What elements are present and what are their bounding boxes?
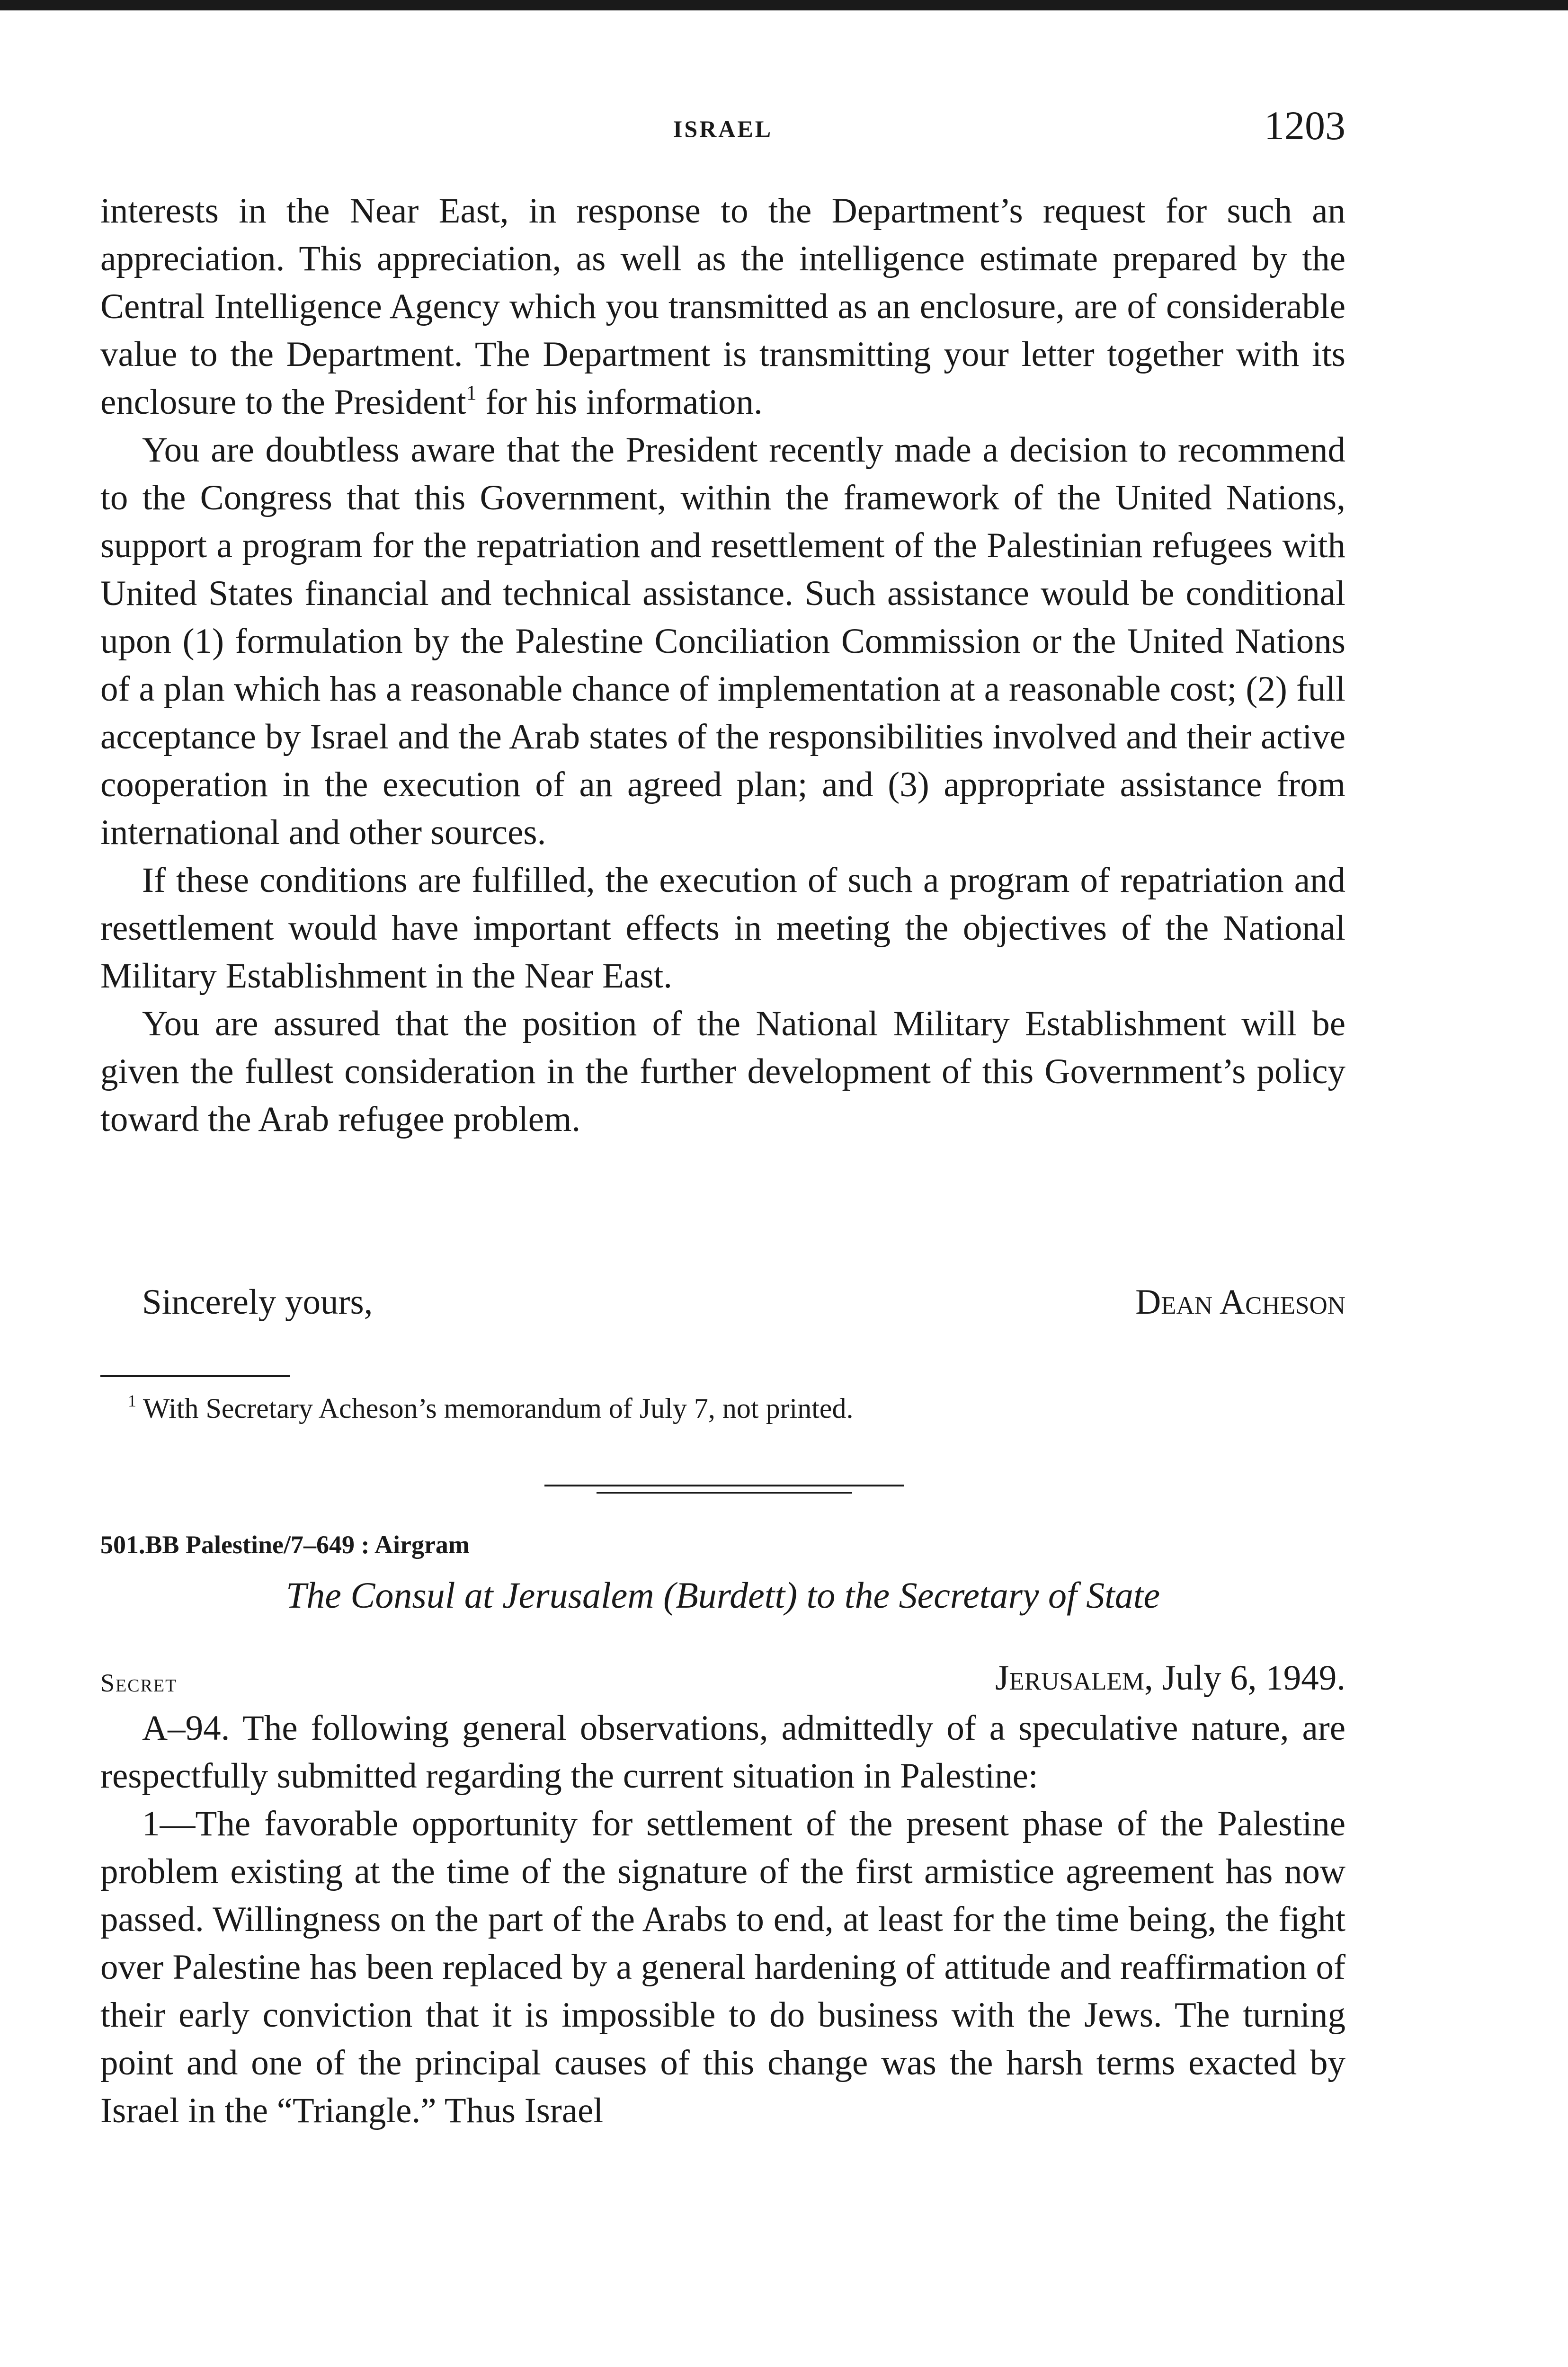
divider-line: [597, 1492, 852, 1494]
dateline: [100, 1655, 1345, 1702]
place-date: [995, 1655, 1345, 1702]
airgram-paragraph-2: 1—The favorable opportunity for settlement of the present phase of the Palestine problem existing at the time of the signature of the first armistice agreement has now passed. Willingness on the part of the Arabs to end, at least for the time being, the fight over Palestine has been replaced by a general hardening of attitude and reaffirmation of their early conviction that it is impossible to do business with the Jews. The turning point and one of the principal causes of this change was the harsh terms exacted by Israel in the “Triangle.” Thus Israel: [100, 1804, 1345, 2130]
page-number: 1203: [1264, 103, 1345, 148]
document-title: The Consul at Jerusalem (Burdett) to the Secretary of State: [285, 1575, 1160, 1616]
airgram-body: [100, 1704, 1345, 2135]
classification-label: Secret: [100, 1669, 178, 1697]
airgram-paragraph-1: A–94. The following general observations, admittedly of a speculative nature, are respectfully submitted regarding the current situation in Palestine:: [100, 1709, 1345, 1796]
running-title: ISRAEL: [673, 116, 773, 142]
paragraph-text: interests in the Near East, in response to the Department’s request for such an appreciation. This appreciation, as well as the intelligence estimate prepared by the Central Intelligence Agency which you transmitted as an enclosure, are of considerable value to the Department. The Department is transmitting your letter together with its enclosure to the President: [100, 191, 1345, 422]
date: July 6, 1949.: [1153, 1658, 1345, 1698]
signature: Dean Acheson: [1135, 1282, 1345, 1322]
salutation: Sincerely yours,: [142, 1282, 373, 1322]
file-reference: 501.BB Palestine/7–649 : Airgram: [100, 1531, 470, 1559]
page-top-border: [0, 0, 1568, 10]
footnote: [128, 1389, 1345, 1427]
running-head: [100, 102, 1345, 154]
letter-paragraph-2: You are doubtless aware that the President recently made a decision to recommend to the Congress that this Government, within the framework of the United Nations, support a program for the repatriation and resettlement of the Palestinian refugees with United States financial and technical assistance. Such assistance would be conditional upon (1) formulation by the Palestine Conciliation Commission or the United Nations of a plan which has a reasonable chance of implementation at a reasonable cost; (2) full acceptance by Israel and the Arab states of the responsibilities involved and their active cooperation in the execution of an agreed plan; and (3) appropriate assistance from international and other sources.: [100, 430, 1345, 852]
paragraph-text-end: for his information.: [476, 383, 763, 422]
letter-paragraph-4: You are assured that the position of the National Military Establishment will be given the fullest consideration in the further development of this Government’s policy toward the Arab refugee problem.: [100, 1004, 1345, 1139]
letter-body: [100, 187, 1345, 1143]
section-divider: [544, 1482, 904, 1496]
letter-paragraph-1: [100, 187, 1345, 426]
footnote-ref[interactable]: 1: [466, 381, 477, 404]
footnote-rule: [100, 1375, 290, 1377]
letter-paragraph-3: If these conditions are fulfilled, the execution of such a program of repatriation and resettlement would have important effects in meeting the objectives of the National Military Establishment in the Near East.: [100, 861, 1345, 996]
footnote-text: With Secretary Acheson’s memorandum of July 7, not printed.: [136, 1393, 854, 1424]
divider-line: [544, 1485, 904, 1486]
place: Jerusalem,: [995, 1658, 1153, 1698]
footnote-marker: 1: [128, 1391, 136, 1410]
